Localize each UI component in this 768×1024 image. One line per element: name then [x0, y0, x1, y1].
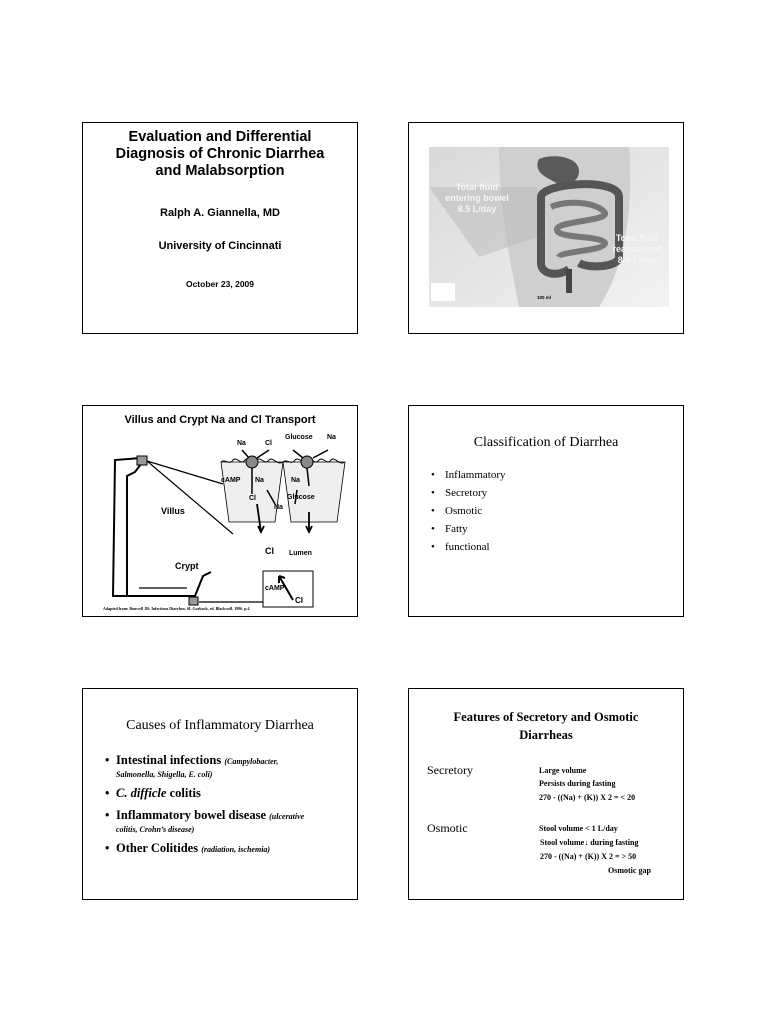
- list-item: • functional: [431, 538, 505, 556]
- slide-features: [408, 688, 684, 900]
- crypt-label: Crypt: [175, 561, 199, 571]
- transport-diagram: [83, 406, 358, 617]
- secretory-label: Secretory: [427, 763, 473, 777]
- osmotic-line: Osmotic gap: [608, 866, 651, 875]
- slide-classification: [408, 405, 684, 617]
- title-line: Diagnosis of Chronic Diarrhea: [115, 146, 325, 162]
- na-label: Na: [274, 504, 283, 511]
- list-item: • Inflammatory bowel disease (ulcerative: [105, 808, 305, 822]
- slide-causes: [82, 688, 358, 900]
- list-item: • Other Colitides (radiation, ischemia): [105, 841, 271, 855]
- institution: University of Cincinnati: [158, 240, 282, 252]
- camp-label: cAMP: [221, 477, 241, 484]
- na-label: Na: [255, 477, 264, 484]
- slide-title-heading: Villus and Crypt Na and Cl Transport: [124, 414, 316, 426]
- date: October 23, 2009: [185, 279, 255, 289]
- na-label: Na: [237, 440, 246, 447]
- entering-label: entering bowel: [445, 193, 509, 203]
- reabsorbed-label: Total fluid: [615, 233, 659, 243]
- slide-transport: [82, 405, 358, 617]
- glucose-label: Glucose: [287, 494, 315, 501]
- cl-label: Cl: [265, 546, 274, 556]
- list-item: • Osmotic: [431, 502, 505, 520]
- slide-title-heading: Classification of Diarrhea: [473, 435, 619, 450]
- classification-list: [431, 466, 505, 556]
- list-item: • Intestinal infections (Campylobacter,: [105, 753, 279, 767]
- entering-label: Total fluid: [455, 182, 499, 192]
- bowel-illustration: [429, 147, 669, 307]
- secretory-line: Persists during fasting: [539, 779, 616, 788]
- na-label: Na: [291, 477, 300, 484]
- na-label: Na: [327, 434, 336, 441]
- item-text: Inflammatory bowel disease: [116, 808, 266, 822]
- item-note: (ulcerative: [269, 812, 305, 821]
- list-item: • Fatty: [431, 520, 505, 538]
- slide-title: [82, 122, 358, 334]
- item-text: colitis: [166, 786, 201, 800]
- credit-line: Adapted from: Bouwell JR: Infectious Diarrhea. SL Gorbach, ed. Blackwell. 1996. p.4: [103, 606, 250, 611]
- osmotic-label: Osmotic: [427, 821, 468, 835]
- title-line: and Malabsorption: [155, 163, 285, 179]
- slide-fluid-balance: [408, 122, 684, 334]
- outflow-label: 100 ml: [537, 295, 552, 300]
- cl-label: Cl: [249, 495, 256, 502]
- item-note-cont: Salmonella, Shigella, E. coli): [116, 770, 213, 779]
- item-text: Other Colitides: [116, 841, 199, 855]
- item-note: (radiation, ischemia): [201, 845, 271, 854]
- secretory-line: 270 - ((Na) + (K)) X 2 = < 20: [539, 793, 636, 802]
- cl-label: Cl: [265, 440, 272, 447]
- title-line: Features of Secretory and Osmotic: [453, 710, 639, 724]
- slide-title-heading: Causes of Inflammatory Diarrhea: [126, 718, 314, 733]
- item-note-cont: colitis, Crohn’s disease): [116, 825, 195, 834]
- title-line: Diarrheas: [519, 728, 573, 742]
- bowel-image: [429, 147, 669, 307]
- lumen-label: Lumen: [289, 550, 312, 557]
- list-item: • C. difficle colitis: [105, 786, 201, 800]
- glucose-label: Glucose: [285, 434, 313, 441]
- list-item: • Inflammatory: [431, 466, 505, 484]
- entering-label: 8.5 L/day: [457, 204, 497, 214]
- osmotic-line: 270 - ((Na) + (K)) X 2 = > 50: [540, 852, 637, 861]
- villus-label: Villus: [161, 506, 185, 516]
- item-text-italic: C. difficle: [116, 786, 167, 800]
- item-note: (Campylobacter,: [224, 757, 279, 766]
- reabsorbed-label: 8.4 L/day: [617, 255, 657, 265]
- osmotic-line: Stool volume↓ during fasting: [540, 838, 639, 847]
- reabsorbed-label: reabsorbed: [612, 244, 662, 254]
- cl-label: Cl: [295, 596, 303, 605]
- item-text: Intestinal infections: [116, 753, 222, 767]
- camp-label: cAMP: [265, 585, 285, 592]
- list-item: • Secretory: [431, 484, 505, 502]
- slide-title-heading: [83, 129, 357, 180]
- author: Ralph A. Giannella, MD: [160, 207, 280, 219]
- title-line: Evaluation and Differential: [128, 129, 312, 145]
- osmotic-line: Stool volume < 1 L/day: [539, 824, 618, 833]
- secretory-line: Large volume: [539, 766, 587, 775]
- slide-title-heading: [409, 708, 683, 744]
